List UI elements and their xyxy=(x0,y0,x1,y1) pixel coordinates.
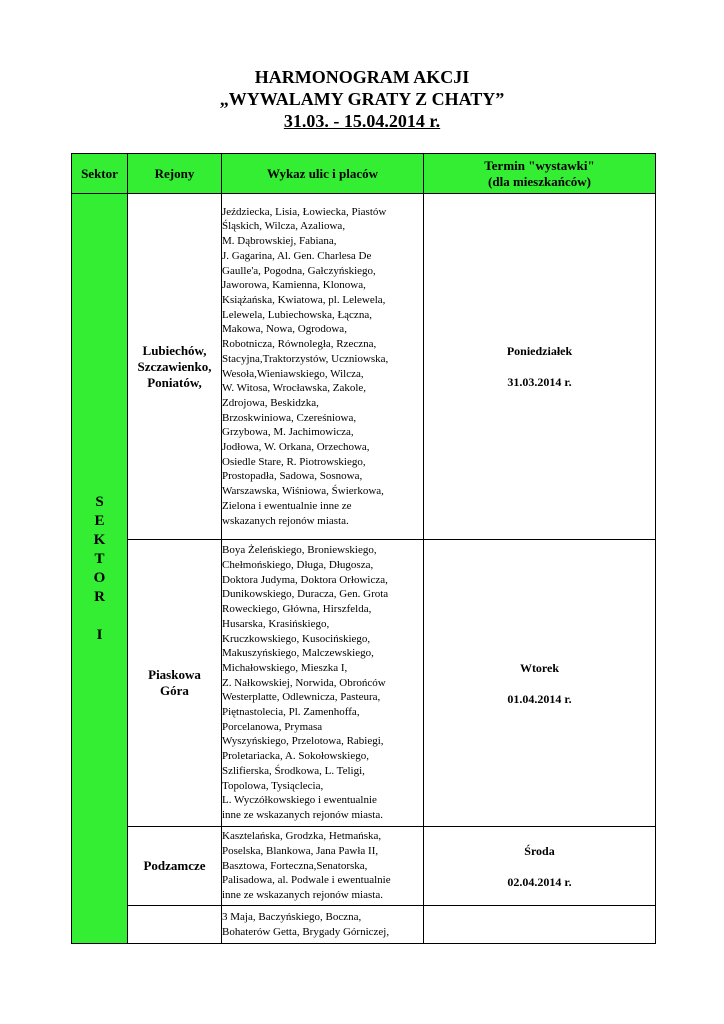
table-row xyxy=(72,906,656,944)
street-list-line: Makuszyńskiego, Malczewskiego, xyxy=(222,647,374,660)
region-name-line: Lubiechów, xyxy=(142,342,207,358)
street-list-line: Bohaterów Getta, Brygady Górniczej, xyxy=(222,925,390,938)
term-date: 02.04.2014 r. xyxy=(507,874,572,889)
title-date-range: 31.03. - 15.04.2014 r. xyxy=(283,111,441,131)
street-list-line: Makowa, Nowa, Ogrodowa, xyxy=(222,323,347,336)
header-termin xyxy=(424,154,656,194)
street-list-line: Grzybowa, M. Jachimowicza, xyxy=(222,426,354,439)
street-list-line: Z. Nałkowskiej, Norwida, Obrońców xyxy=(222,676,386,689)
document-title xyxy=(0,66,724,132)
street-list-line: Dunikowskiego, Duracza, Gen. Grota xyxy=(222,588,389,601)
sector-letter: K xyxy=(93,531,106,548)
header-termin-line1: Termin "wystawki" xyxy=(484,157,595,173)
street-list-line: Szlifierska, Środkowa, L. Teligi, xyxy=(222,764,365,777)
street-list-line: Westerplatte, Odlewnicza, Pasteura, xyxy=(222,691,381,704)
streets-cell xyxy=(222,194,424,540)
region-cell xyxy=(128,194,222,540)
sector-letter: I xyxy=(96,626,103,643)
street-list-line: Osiedle Stare, R. Piotrowskiego, xyxy=(222,455,366,468)
street-list-line: Porcelanowa, Prymasa xyxy=(222,720,323,733)
term-day: Wtorek xyxy=(519,660,560,675)
street-list-line: Lelewela, Lubiechowska, Łączna, xyxy=(222,308,372,321)
street-list-line: W. Witosa, Wrocławska, Zakole, xyxy=(222,382,367,395)
street-list-line: M. Dąbrowskiej, Fabiana, xyxy=(222,235,337,248)
street-list-line: Piętnastolecia, Pl. Zamenhoffa, xyxy=(222,706,360,719)
header-rejony: Rejony xyxy=(128,154,222,194)
table-row xyxy=(72,540,656,827)
street-list-line: Brzoskwiniowa, Czereśniowa, xyxy=(222,411,357,424)
title-line-2: „WYWALAMY GRATY Z CHATY” xyxy=(219,89,505,109)
streets-cell xyxy=(222,906,424,944)
street-list-line: Basztowa, Forteczna,Senatorska, xyxy=(222,859,368,872)
term-cell xyxy=(424,540,656,827)
region-name-line: Góra xyxy=(160,683,189,698)
street-list-line: Kasztelańska, Grodzka, Hetmańska, xyxy=(222,830,382,843)
street-list-line: Palisadowa, al. Podwale i ewentualnie xyxy=(222,874,391,887)
sector-cell xyxy=(72,194,128,944)
sector-letter: O xyxy=(93,569,106,586)
street-list-line: Jodłowa, W. Orkana, Orzechowa, xyxy=(222,441,370,454)
header-termin-line2: (dla mieszkańców) xyxy=(488,173,591,189)
street-list-line: J. Gagarina, Al. Gen. Charlesa De xyxy=(222,249,372,262)
region-cell xyxy=(128,906,222,944)
street-list-line: Topolowa, Tysiąclecia, xyxy=(222,779,324,792)
term-cell xyxy=(424,194,656,540)
street-list-line: Zielona i ewentualnie inne ze xyxy=(222,499,352,512)
term-date: 01.04.2014 r. xyxy=(507,691,572,706)
header-row xyxy=(72,154,656,194)
term-day: Środa xyxy=(524,843,555,858)
region-name-line: Szczawienko, xyxy=(137,358,212,374)
term-cell xyxy=(424,827,656,906)
header-sektor: Sektor xyxy=(72,154,128,194)
street-list-line: Doktora Judyma, Doktora Orłowicza, xyxy=(222,573,388,586)
region-name-line: Podzamcze xyxy=(143,858,206,873)
sector-letter: S xyxy=(95,493,104,510)
street-list-line: 3 Maja, Baczyńskiego, Boczna, xyxy=(222,910,362,923)
region-cell xyxy=(128,827,222,906)
streets-cell xyxy=(222,827,424,906)
street-list-line: inne ze wskazanych rejonów miasta. xyxy=(222,889,383,902)
street-list-line: Zdrojowa, Beskidzka, xyxy=(222,396,319,409)
street-list-line: Wesoła,Wieniawskiego, Wilcza, xyxy=(222,367,364,380)
sector-letter: E xyxy=(94,512,105,529)
street-list-line: Kruczkowskiego, Kusocińskiego, xyxy=(222,632,371,645)
sector-label xyxy=(72,493,127,645)
sector-letter: R xyxy=(94,588,105,605)
street-list-line: Jaworowa, Kamienna, Klonowa, xyxy=(222,279,366,292)
street-list-line: Śląskich, Wilcza, Azaliowa, xyxy=(222,220,346,233)
street-list-line: Warszawska, Wiśniowa, Świerkowa, xyxy=(222,485,384,498)
street-list-line: Chełmońskiego, Długa, Długosza, xyxy=(222,559,374,572)
sector-letter: T xyxy=(94,550,105,567)
street-list-line: inne ze wskazanych rejonów miasta. xyxy=(222,808,383,821)
region-name-line: Piaskowa xyxy=(148,667,201,682)
street-list-line: Roweckiego, Główna, Hirszfelda, xyxy=(222,603,372,616)
street-list-line: wskazanych rejonów miasta. xyxy=(222,514,349,527)
region-name-line: Poniatów, xyxy=(147,374,202,390)
street-list-line: Książańska, Kwiatowa, pl. Lelewela, xyxy=(222,293,386,306)
street-list-line: Robotnicza, Równoległa, Rzeczna, xyxy=(222,338,377,351)
street-list-line: Husarska, Krasińskiego, xyxy=(222,617,330,630)
street-list-line: Poselska, Blankowa, Jana Pawła II, xyxy=(222,844,379,857)
header-ulice: Wykaz ulic i placów xyxy=(222,154,424,194)
street-list-line: Stacyjna,Traktorzystów, Uczniowska, xyxy=(222,352,389,365)
street-list-line: Wyszyńskiego, Przelotowa, Rabiegi, xyxy=(222,735,384,748)
street-list-line: Michałowskiego, Mieszka I, xyxy=(222,661,348,674)
term-day: Poniedziałek xyxy=(506,344,573,358)
region-cell xyxy=(128,540,222,827)
street-list-line: Jeździecka, Lisia, Łowiecka, Piastów xyxy=(222,205,387,218)
street-list-line: L. Wyczółkowskiego i ewentualnie xyxy=(222,794,377,807)
street-list-line: Gaulle'a, Pogodna, Gałczyńskiego, xyxy=(222,264,376,277)
sector-letter xyxy=(72,607,127,626)
title-line-1: HARMONOGRAM AKCJI xyxy=(254,67,470,87)
streets-cell xyxy=(222,540,424,827)
schedule-table xyxy=(71,153,656,944)
table-row xyxy=(72,827,656,906)
term-date: 31.03.2014 r. xyxy=(507,375,572,389)
street-list-line: Proletariacka, A. Sokołowskiego, xyxy=(222,750,369,763)
table-row xyxy=(72,194,656,540)
street-list-line: Boya Żeleńskiego, Broniewskiego, xyxy=(222,544,377,557)
term-cell xyxy=(424,906,656,944)
street-list-line: Prostopadła, Sadowa, Sosnowa, xyxy=(222,470,363,483)
